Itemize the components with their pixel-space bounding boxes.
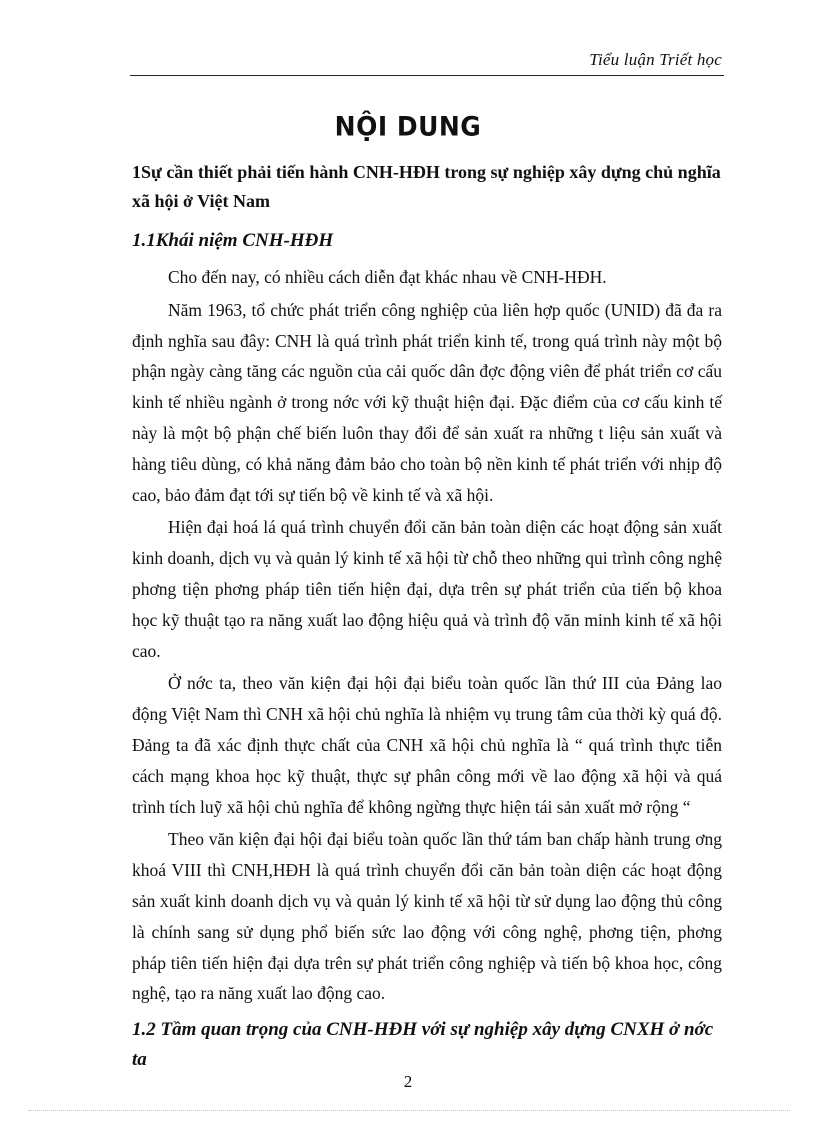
- header-rule: [130, 75, 724, 76]
- subsection-heading-1-2: 1.2 Tầm quan trọng của CNH-HĐH với sự nghiệp xây dựng CNXH ở nớc ta: [132, 1019, 714, 1071]
- paragraph-4: Ở nớc ta, theo văn kiện đại hội đại biểu toàn quốc lần thứ III của Đảng lao động Việt Nam thì CNH xã hội chủ nghĩa là nhiệm vụ trung tâm của thời kỳ quá độ. Đảng ta đã xác định thực chất của CNH xã hội chủ nghĩa là “ quá trình thực tiễn cách mạng khoa học kỹ thuật, thực sự phân công mới về lao động xã hội và quá trình tích luỹ xã hội chủ nghĩa để không ngừng thực hiện tái sản xuất mở rộng “: [132, 673, 722, 817]
- section-heading: 1Sự cần thiết phải tiến hành CNH-HĐH trong sự nghiệp xây dựng chủ nghĩa xã hội ở Việt Nam: [132, 162, 721, 211]
- page-title: NỘI DUNG: [334, 111, 482, 142]
- page-number: 2: [403, 1072, 413, 1091]
- subsection-heading-1-1: 1.1Khái niệm CNH-HĐH: [132, 230, 334, 251]
- page-bottom-border: [28, 1110, 790, 1111]
- paragraph-2: Năm 1963, tổ chức phát triển công nghiệp của liên hợp quốc (UNID) đã đa ra định nghĩa sau đây: CNH là quá trình phát triển kinh tế, trong quá trình này một bộ phận ngày càng tăng các nguồn của cải quốc dân đợc động viên để phát triển cơ cấu kinh tế nhiều ngành ở trong nớc với kỹ thuật hiện đại. Đặc điểm của cơ cấu kinh tế này là một bộ phận chế biến luôn thay đổi để sản xuất ra những t liệu sản xuất và hàng tiêu dùng, có khả năng đảm bảo cho toàn bộ nền kinh tế phát triển với nhịp độ cao, bảo đảm đạt tới sự tiến bộ về kinh tế và xã hội.: [132, 299, 722, 505]
- document-body: [132, 158, 722, 1081]
- running-header-title: Tiểu luận Triết học: [589, 50, 722, 69]
- paragraph-5: Theo văn kiện đại hội đại biểu toàn quốc lần thứ tám ban chấp hành trung ơng khoá VIII thì CNH,HĐH là quá trình chuyển đổi căn bản toàn diện các hoạt động sản xuất kinh doanh dịch vụ và quản lý kinh tế xã hội từ sử dụng lao động thủ công là chính sang sử dụng phổ biến sức lao động với công nghệ, phơng tiện, phơng pháp tiên tiến hiện đại dựa trên sự phát triển công nghiệp và tiến bộ khoa học, công nghệ, tạo ra năng xuất lao động cao.: [132, 829, 722, 1004]
- paragraph-1: Cho đến nay, có nhiều cách diễn đạt khác nhau về CNH-HĐH.: [168, 267, 607, 287]
- paragraph-3: Hiện đại hoá lá quá trình chuyển đổi căn bản toàn diện các hoạt động sản xuất kinh doanh, dịch vụ và quản lý kinh tế xã hội từ chỗ theo những qui trình công nghệ phơng tiện phơng pháp tiên tiến hiện đại, dựa trên sự phát triển của tiến bộ khoa học kỹ thuật tạo ra năng xuất lao động hiệu quả và trình độ văn minh kinh tế xã hội cao.: [132, 517, 722, 661]
